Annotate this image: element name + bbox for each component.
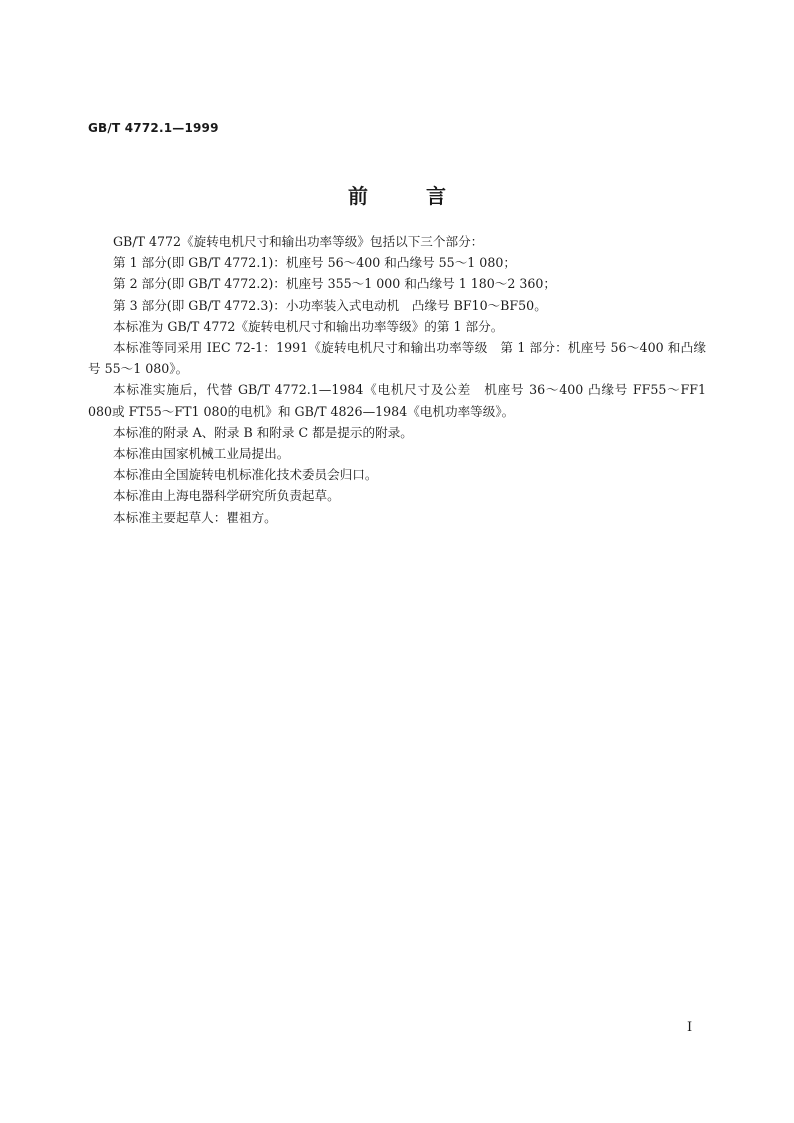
paragraph: 本标准由全国旋转电机标准化技术委员会归口。: [113, 467, 378, 483]
paragraph: 本标准由上海电器科学研究所负责起草。: [113, 488, 340, 504]
page-number: I: [687, 1020, 693, 1035]
paragraph: 本标准由国家机械工业局提出。: [113, 446, 290, 462]
page-title: 前言: [348, 184, 504, 208]
paragraph: 本标准主要起草人：瞿祖方。: [113, 509, 277, 525]
paragraph: 第 2 部分(即 GB/T 4772.2)：机座号 355～1 000 和凸缘号 1 180～2 360；: [113, 276, 556, 292]
paragraph: 本标准等同采用 IEC 72-1：1991《旋转电机尺寸和输出功率等级 第 1 部分：机座号 56～400 和凸缘号 55～1 080》。: [88, 340, 706, 377]
paragraph: 第 1 部分(即 GB/T 4772.1)：机座号 56～400 和凸缘号 55～1 080；: [113, 255, 516, 271]
paragraph: 第 3 部分(即 GB/T 4772.3)：小功率装入式电动机 凸缘号 BF10～BF50。: [113, 297, 547, 313]
paragraph: 本标准为 GB/T 4772《旋转电机尺寸和输出功率等级》的第 1 部分。: [113, 318, 504, 334]
paragraph: 本标准实施后，代替 GB/T 4772.1—1984《电机尺寸及公差 机座号 36～400 凸缘号 FF55～FF1 080或 FT55～FT1 080的电机》和 GB/T 4826—1984《电机功率等级》。: [88, 382, 706, 419]
paragraph: GB/T 4772《旋转电机尺寸和输出功率等级》包括以下三个部分：: [113, 234, 484, 249]
foreword-body: [88, 231, 706, 528]
paragraph: 本标准的附录 A、附录 B 和附录 C 都是提示的附录。: [113, 424, 413, 440]
standard-code: GB/T 4772.1—1999: [88, 121, 219, 135]
